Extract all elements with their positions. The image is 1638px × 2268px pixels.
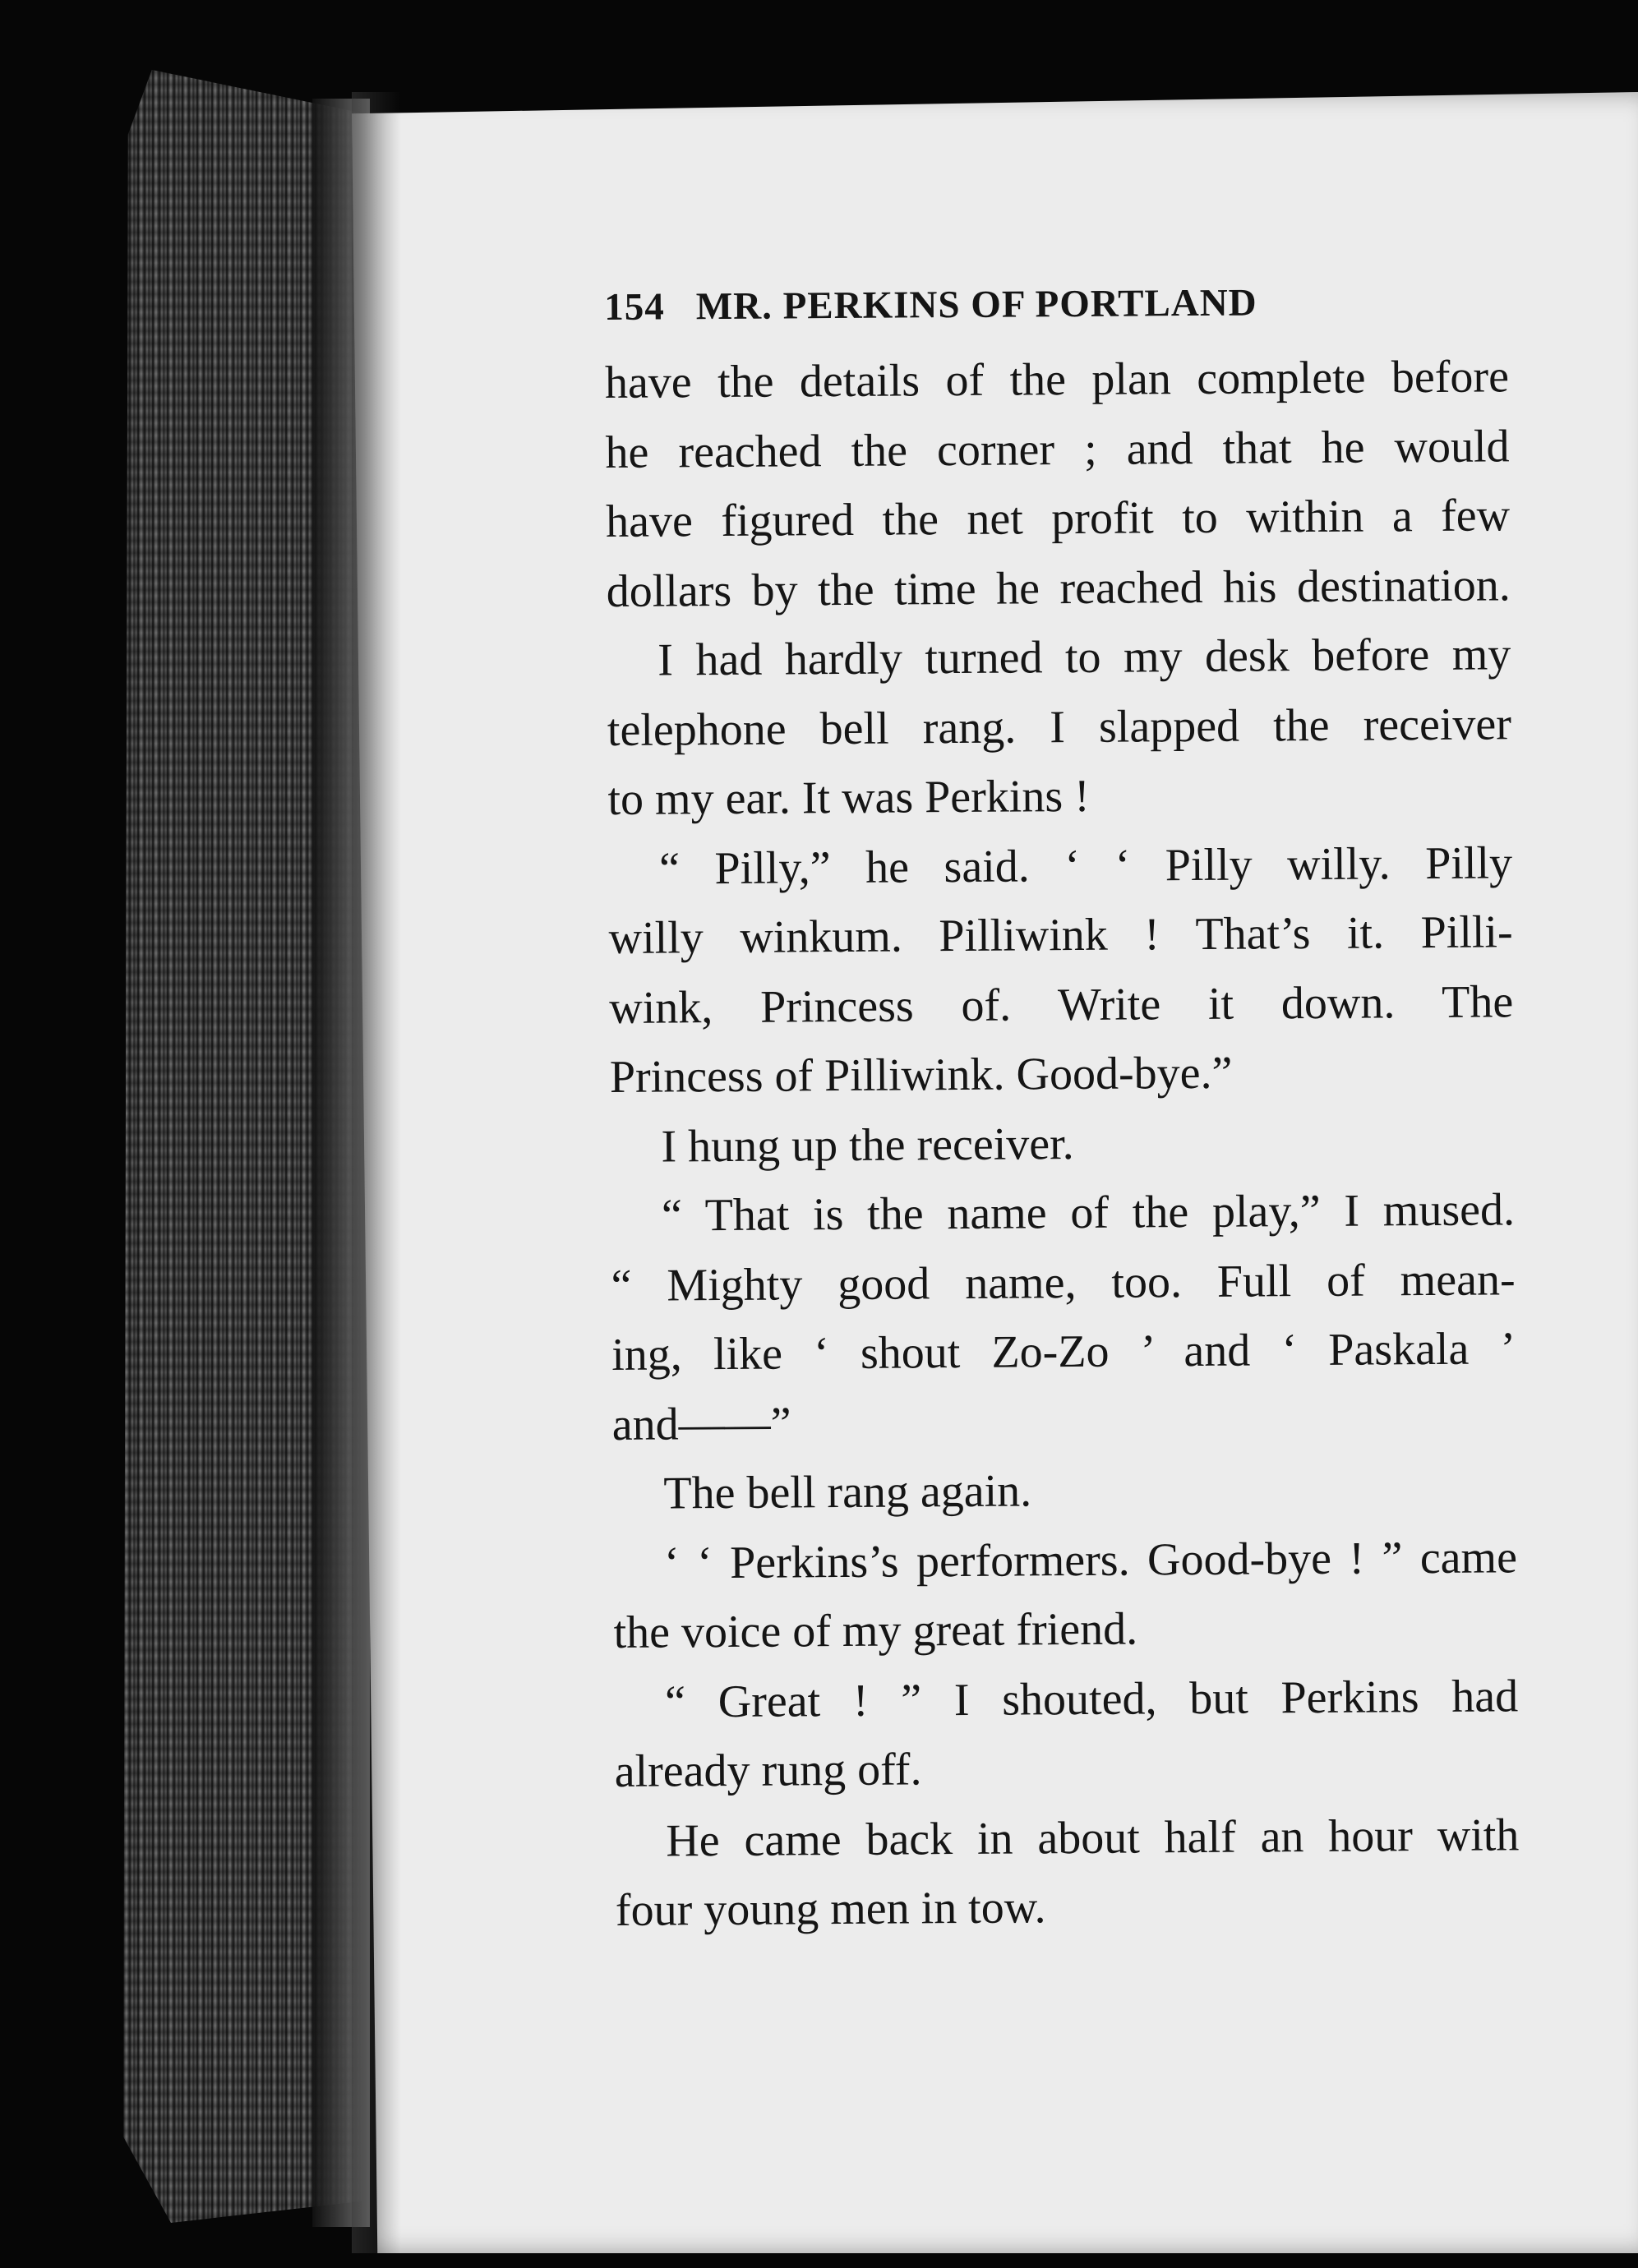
text-line: already rung off. — [614, 1744, 922, 1797]
text-line: wink, Princess of. Write it down. The — [609, 975, 1514, 1034]
text-line: Princess of Pilliwink. Good-bye.” — [609, 1047, 1233, 1103]
text-line: willy winkum. Pilliwink ! That’s it. Pilli- — [608, 906, 1513, 964]
text-line: he reached the corner ; and that he would — [605, 420, 1510, 478]
text-line: and——” — [611, 1397, 791, 1450]
book-title-header: MR. PERKINS OF PORTLAND — [695, 281, 1257, 329]
text-line: ‘ ‘ Perkins’s performers. Good-bye ! ” came — [663, 1531, 1518, 1589]
running-head — [604, 265, 1509, 343]
text-line: have the details of the plan complete before — [604, 351, 1510, 408]
text-line: have figured the net profit to within a few — [605, 490, 1511, 547]
text-line: I had hardly turned to my desk before my — [658, 629, 1511, 686]
text-line: telephone bell rang. I slapped the receiver — [607, 698, 1512, 756]
text-line: the voice of my great friend. — [613, 1603, 1138, 1658]
text-line: to my ear. It was Perkins ! — [607, 770, 1091, 825]
text-line: “ That is the name of the play,” I mused. — [661, 1184, 1516, 1242]
text-line: The bell rang again. — [663, 1465, 1032, 1519]
page-text-block — [604, 265, 1520, 1945]
text-line: He came back in about half an hour with — [666, 1809, 1520, 1867]
text-line: “ Mighty good name, too. Full of mean- — [611, 1253, 1516, 1311]
text-line: dollars by the time he reached his destination. — [606, 559, 1511, 617]
text-line: ing, like ‘ shout Zo-Zo ’ and ‘ Paskala ’ — [611, 1323, 1516, 1381]
gutter-shadow — [352, 92, 401, 2253]
text-line: four young men in tow. — [615, 1882, 1046, 1936]
text-line: “ Great ! ” I shouted, but Perkins had — [664, 1670, 1519, 1728]
text-line: “ Pilly,” he said. ‘ ‘ Pilly willy. Pilly — [658, 837, 1513, 895]
page-number: 154 — [604, 285, 665, 329]
text-line: I hung up the receiver. — [661, 1118, 1074, 1173]
